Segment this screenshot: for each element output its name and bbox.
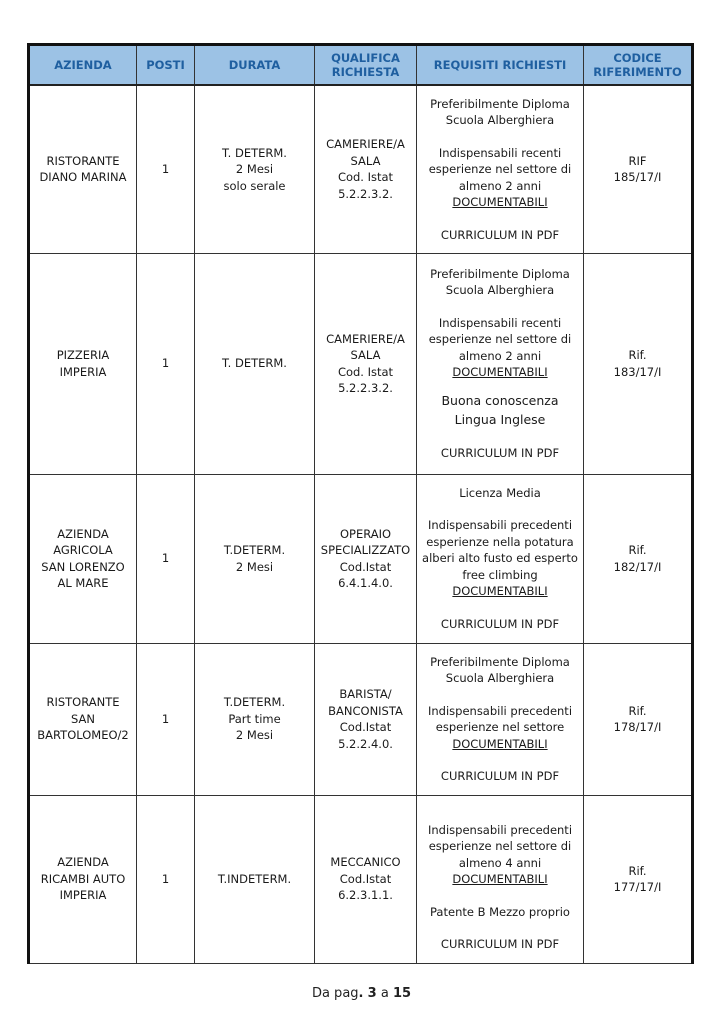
cell-requisiti: Preferibilmente Diploma Scuola Alberghiera Indispensabili recenti esperienze nel settore di almeno 2 anni DOCUMENTABILI CURRICULUM IN PDF <box>417 85 584 253</box>
cell-durata: T.DETERM. 2 Mesi <box>195 474 315 643</box>
table-header-row <box>29 45 693 86</box>
cell-requisiti: Licenza Media Indispensabili precedenti esperienze nella potatura alberi alto fusto ed esperto free climbing DOCUMENTABILI CURRICULUM IN PDF <box>417 474 584 643</box>
page-footer <box>0 986 723 1001</box>
job-listings-page <box>27 43 691 965</box>
curriculum-label: CURRICULUM IN PDF <box>440 769 560 783</box>
footer-dot: . <box>358 986 364 1001</box>
table-row <box>29 795 693 963</box>
table-row <box>29 474 693 643</box>
header-codice: CODICE RIFERIMENTO <box>584 45 693 86</box>
cell-requisiti: Indispensabili precedenti esperienze nel settore di almeno 4 anni DOCUMENTABILI Patente B Mezzo proprio CURRICULUM IN PDF <box>417 795 584 963</box>
curriculum-label: CURRICULUM IN PDF <box>440 937 560 951</box>
documentabili-label: DOCUMENTABILI <box>452 195 548 209</box>
cell-posti: 1 <box>137 474 195 643</box>
cell-codice: Rif. 182/17/I <box>584 474 693 643</box>
table-row <box>29 85 693 253</box>
cell-azienda: RISTORANTE DIANO MARINA <box>29 85 137 253</box>
cell-durata: T. DETERM. <box>195 253 315 474</box>
cell-qualifica: CAMERIERE/A SALA Cod. Istat 5.2.2.3.2. <box>315 85 417 253</box>
documentabili-label: DOCUMENTABILI <box>452 584 548 599</box>
table-row <box>29 643 693 795</box>
table-row <box>29 253 693 474</box>
documentabili-label: DOCUMENTABILI <box>452 736 548 751</box>
header-requisiti: REQUISITI RICHIESTI <box>417 45 584 86</box>
footer-sep: a <box>380 986 389 1001</box>
cell-posti: 1 <box>137 253 195 474</box>
cell-azienda: PIZZERIA IMPERIA <box>29 253 137 474</box>
cell-codice: Rif. 183/17/I <box>584 253 693 474</box>
header-durata: DURATA <box>195 45 315 86</box>
header-azienda: AZIENDA <box>29 45 137 86</box>
footer-prefix: Da pag <box>311 986 359 1001</box>
cell-durata: T. DETERM. 2 Mesi solo serale <box>195 85 315 253</box>
documentabili-label: DOCUMENTABILI <box>452 872 548 886</box>
cell-qualifica: MECCANICO Cod.Istat 6.2.3.1.1. <box>315 795 417 963</box>
curriculum-label: CURRICULUM IN PDF <box>440 227 560 242</box>
cell-qualifica: OPERAIO SPECIALIZZATO Cod.Istat 6.4.1.4.0. <box>315 474 417 643</box>
header-posti: POSTI <box>137 45 195 86</box>
curriculum-label: CURRICULUM IN PDF <box>440 616 560 631</box>
curriculum-label: CURRICULUM IN PDF <box>440 445 560 460</box>
job-listings-table <box>27 43 694 964</box>
cell-azienda: RISTORANTE SAN BARTOLOMEO/2 <box>29 643 137 795</box>
cell-qualifica: BARISTA/ BANCONISTA Cod.Istat 5.2.2.4.0. <box>315 643 417 795</box>
cell-azienda: AZIENDA RICAMBI AUTO IMPERIA <box>29 795 137 963</box>
cell-durata: T.DETERM. Part time 2 Mesi <box>195 643 315 795</box>
page-number: 3 <box>367 986 377 1001</box>
cell-codice: RIF 185/17/I <box>584 85 693 253</box>
cell-posti: 1 <box>137 85 195 253</box>
documentabili-label: DOCUMENTABILI <box>452 365 548 380</box>
cell-posti: 1 <box>137 795 195 963</box>
cell-codice: Rif. 177/17/I <box>584 795 693 963</box>
cell-durata: T.INDETERM. <box>195 795 315 963</box>
header-qualifica: QUALIFICA RICHIESTA <box>315 45 417 86</box>
cell-codice: Rif. 178/17/I <box>584 643 693 795</box>
cell-azienda: AZIENDA AGRICOLA SAN LORENZO AL MARE <box>29 474 137 643</box>
cell-requisiti: Preferibilmente Diploma Scuola Alberghiera Indispensabili precedenti esperienze nel settore DOCUMENTABILI CURRICULUM IN PDF <box>417 643 584 795</box>
cell-qualifica: CAMERIERE/A SALA Cod. Istat 5.2.2.3.2. <box>315 253 417 474</box>
cell-requisiti: Preferibilmente Diploma Scuola Alberghiera Indispensabili recenti esperienze nel settore di almeno 2 anni DOCUMENTABILI Buona conoscenza Lingua Inglese CURRICULUM IN PDF <box>417 253 584 474</box>
page-total: 15 <box>392 986 412 1001</box>
cell-posti: 1 <box>137 643 195 795</box>
